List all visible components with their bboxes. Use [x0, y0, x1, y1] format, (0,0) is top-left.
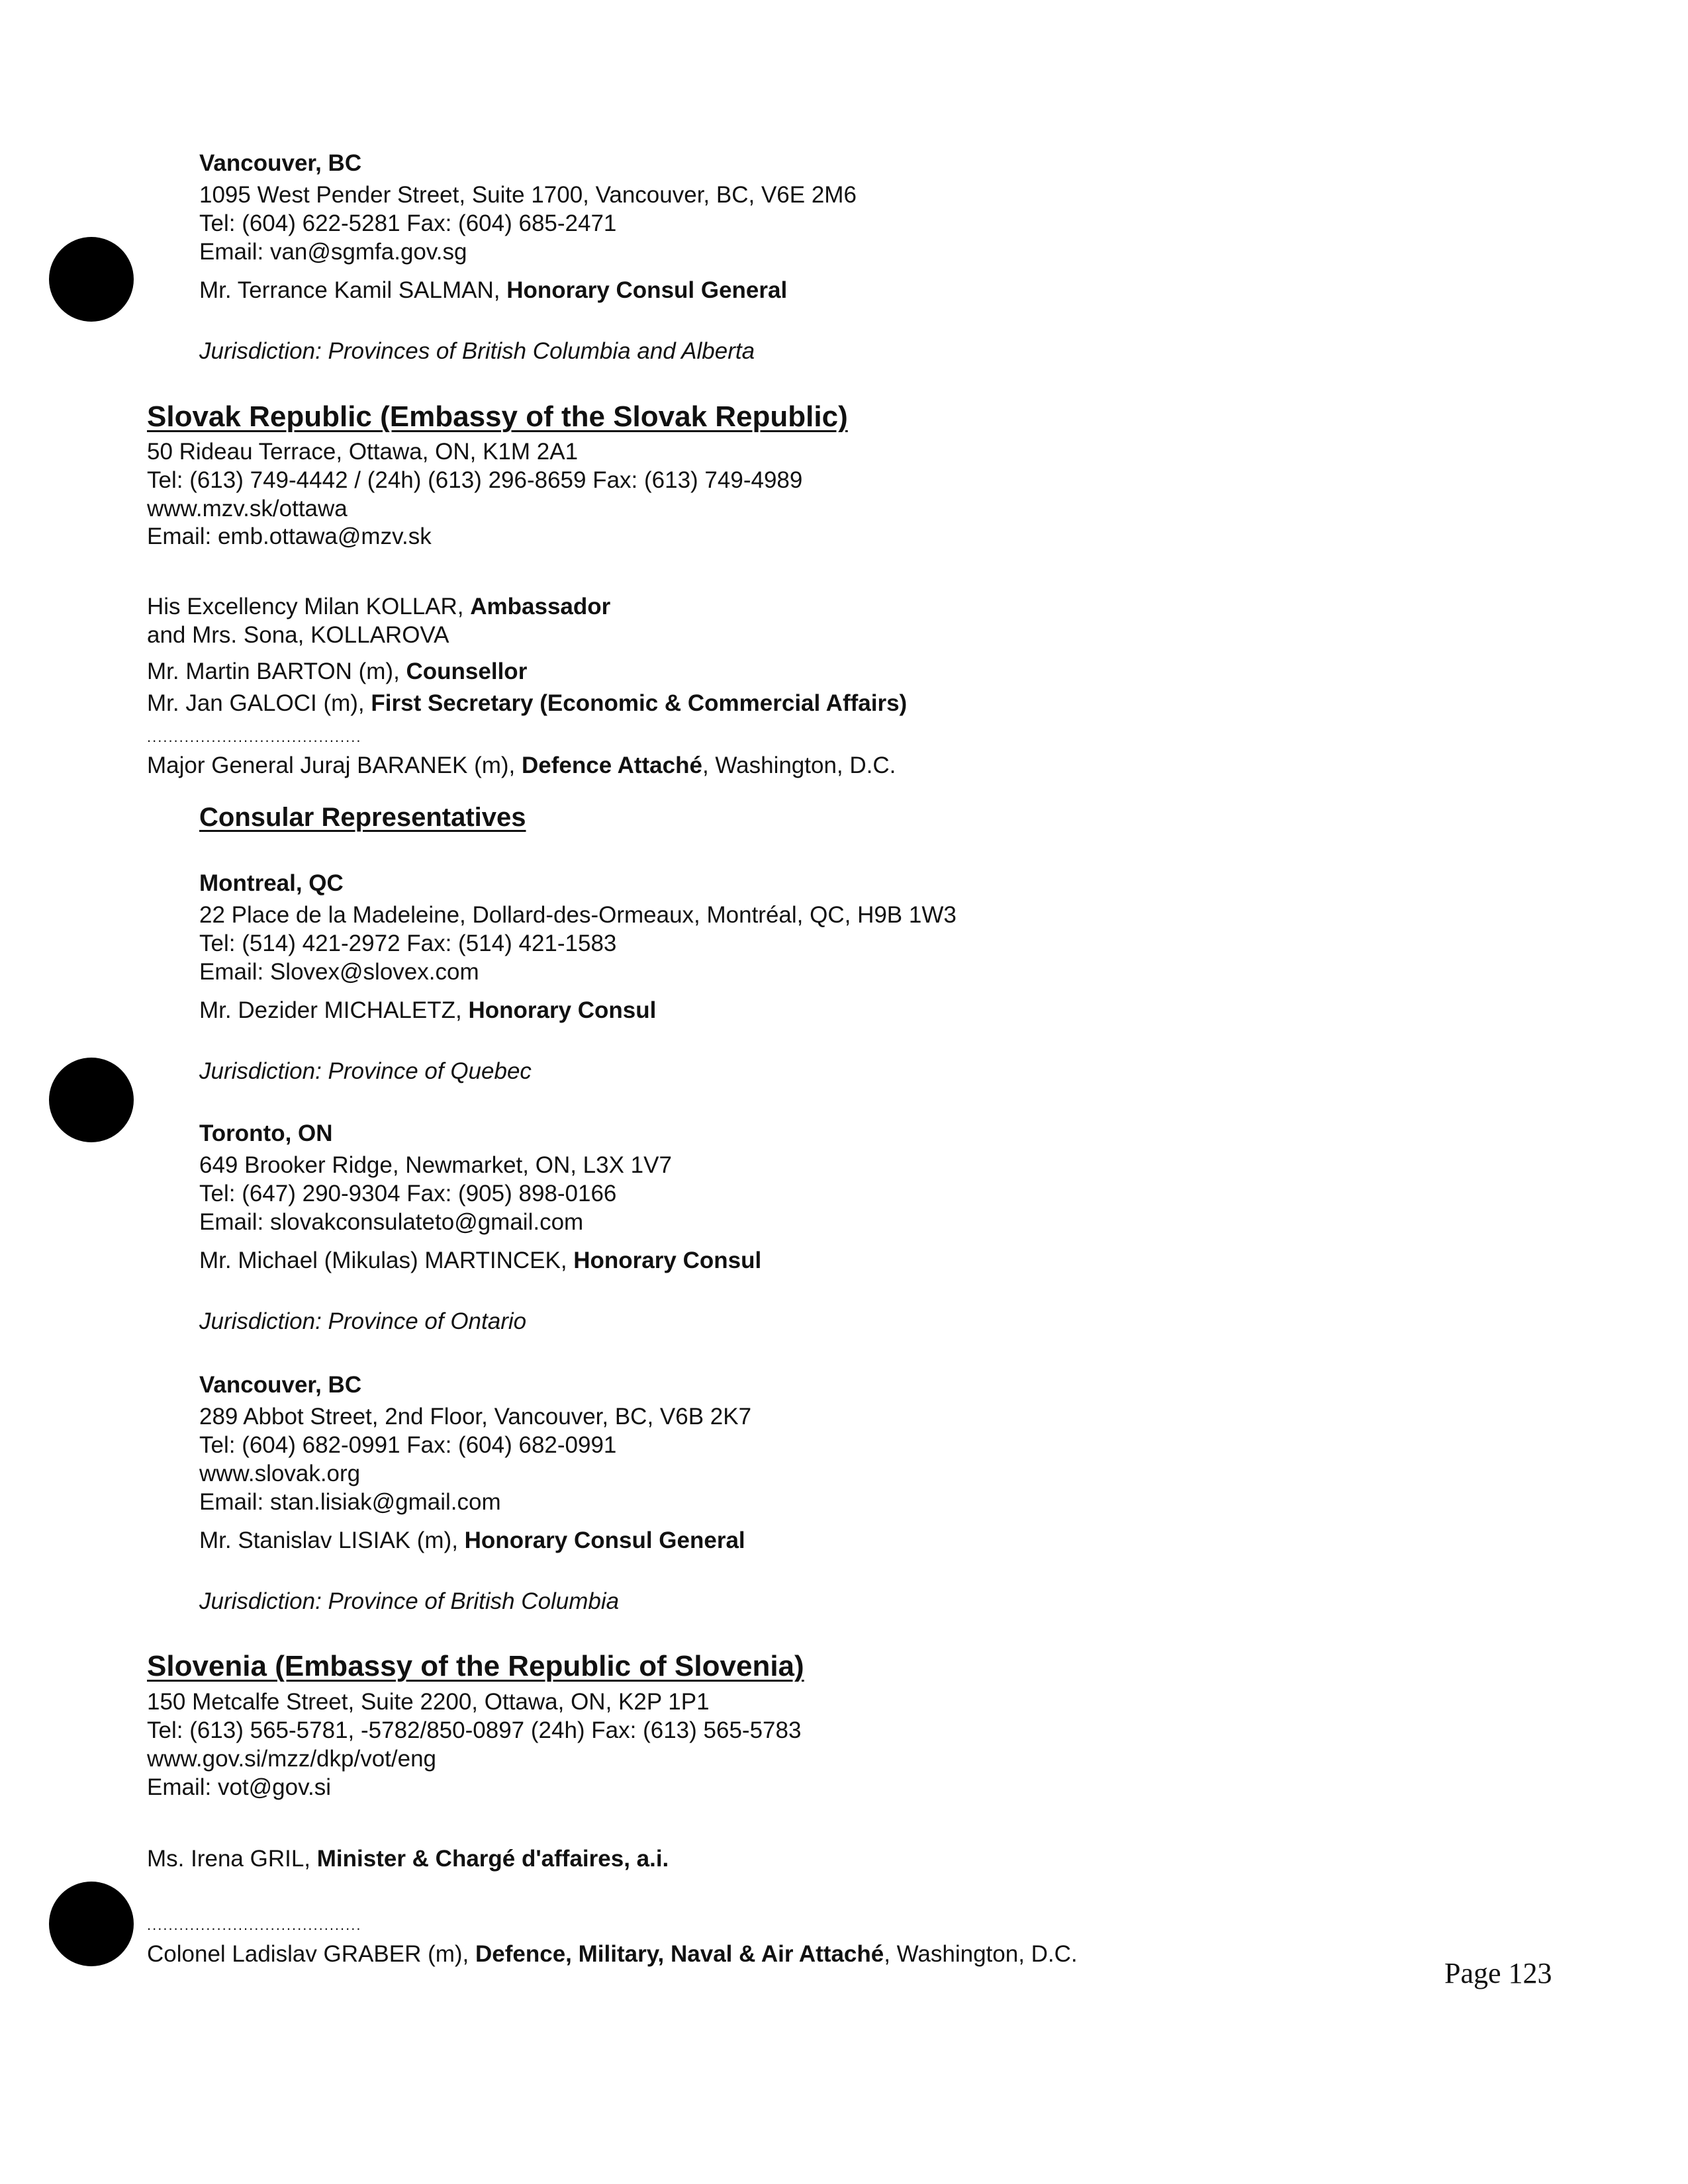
consulate-address: 289 Abbot Street, 2nd Floor, Vancouver, BC, V6B 2K7 — [199, 1404, 752, 1430]
staff-entry: His Excellency Milan KOLLAR, Ambassador — [147, 594, 611, 619]
consulate-email: Email: slovakconsulateto@gmail.com — [199, 1209, 584, 1235]
attache-entry: Colonel Ladislav GRABER (m), Defence, Military, Naval & Air Attaché, Washington, D.C. — [147, 1941, 1078, 1967]
consulate-email: Email: Slovex@slovex.com — [199, 959, 479, 985]
consulate-address: 649 Brooker Ridge, Newmarket, ON, L3X 1V7 — [199, 1152, 672, 1178]
embassy-website: www.gov.si/mzz/dkp/vot/eng — [147, 1746, 437, 1772]
section-heading-slovakia: Slovak Republic (Embassy of the Slovak Republic) — [147, 400, 848, 433]
consulate-address: 1095 West Pender Street, Suite 1700, Vancouver, BC, V6E 2M6 — [199, 182, 857, 208]
separator-dots: ........................................ — [147, 1917, 362, 1933]
consulate-email: Email: van@sgmfa.gov.sg — [199, 239, 467, 265]
staff-entry: Ms. Irena GRIL, Minister & Chargé d'affaires, a.i. — [147, 1846, 669, 1872]
attache-entry: Major General Juraj BARANEK (m), Defence Attaché, Washington, D.C. — [147, 752, 896, 778]
embassy-email: Email: vot@gov.si — [147, 1774, 332, 1800]
embassy-address: 50 Rideau Terrace, Ottawa, ON, K1M 2A1 — [147, 439, 579, 465]
embassy-address: 150 Metcalfe Street, Suite 2200, Ottawa, ON, K2P 1P1 — [147, 1689, 710, 1715]
consulate-jurisdiction: Jurisdiction: Provinces of British Columbia and Alberta — [199, 338, 755, 364]
binder-hole-bottom — [49, 1882, 134, 1966]
section-heading-slovenia: Slovenia (Embassy of the Republic of Slovenia) — [147, 1650, 804, 1682]
embassy-website: www.mzv.sk/ottawa — [147, 496, 348, 522]
staff-entry: Mr. Martin BARTON (m), Counsellor — [147, 659, 528, 684]
binder-hole-middle — [49, 1058, 134, 1142]
consulate-city: Toronto, ON — [199, 1120, 333, 1146]
consulate-city: Montreal, QC — [199, 870, 344, 896]
consulate-city: Vancouver, BC — [199, 150, 362, 176]
consulate-city: Vancouver, BC — [199, 1372, 362, 1398]
binder-hole-top — [49, 237, 134, 322]
consulate-phone: Tel: (647) 290-9304 Fax: (905) 898-0166 — [199, 1181, 617, 1206]
consulate-jurisdiction: Jurisdiction: Province of Ontario — [199, 1308, 527, 1334]
consulate-jurisdiction: Jurisdiction: Province of Quebec — [199, 1058, 532, 1084]
page-number: Page 123 — [1444, 1957, 1552, 1989]
consulate-website: www.slovak.org — [199, 1461, 361, 1486]
embassy-phone: Tel: (613) 749-4442 / (24h) (613) 296-8659 Fax: (613) 749-4989 — [147, 467, 803, 493]
consul-entry: Mr. Dezider MICHALETZ, Honorary Consul — [199, 997, 657, 1023]
consulate-phone: Tel: (514) 421-2972 Fax: (514) 421-1583 — [199, 931, 617, 956]
consulate-address: 22 Place de la Madeleine, Dollard-des-Ormeaux, Montréal, QC, H9B 1W3 — [199, 902, 957, 928]
staff-entry: Mr. Jan GALOCI (m), First Secretary (Economic & Commercial Affairs) — [147, 690, 908, 716]
embassy-phone: Tel: (613) 565-5781, -5782/850-0897 (24h) Fax: (613) 565-5783 — [147, 1717, 802, 1743]
consul-entry: Mr. Terrance Kamil SALMAN, Honorary Consul General — [199, 277, 788, 303]
consul-entry: Mr. Michael (Mikulas) MARTINCEK, Honorary Consul — [199, 1248, 762, 1273]
consulate-email: Email: stan.lisiak@gmail.com — [199, 1489, 501, 1515]
consulate-phone: Tel: (604) 682-0991 Fax: (604) 682-0991 — [199, 1432, 617, 1458]
consulate-phone: Tel: (604) 622-5281 Fax: (604) 685-2471 — [199, 210, 617, 236]
staff-entry: and Mrs. Sona, KOLLAROVA — [147, 622, 449, 648]
consulate-jurisdiction: Jurisdiction: Province of British Columbia — [199, 1588, 620, 1614]
consul-entry: Mr. Stanislav LISIAK (m), Honorary Consul General — [199, 1527, 745, 1553]
separator-dots: ........................................ — [147, 729, 362, 745]
embassy-email: Email: emb.ottawa@mzv.sk — [147, 523, 432, 549]
consular-heading: Consular Representatives — [199, 803, 526, 832]
